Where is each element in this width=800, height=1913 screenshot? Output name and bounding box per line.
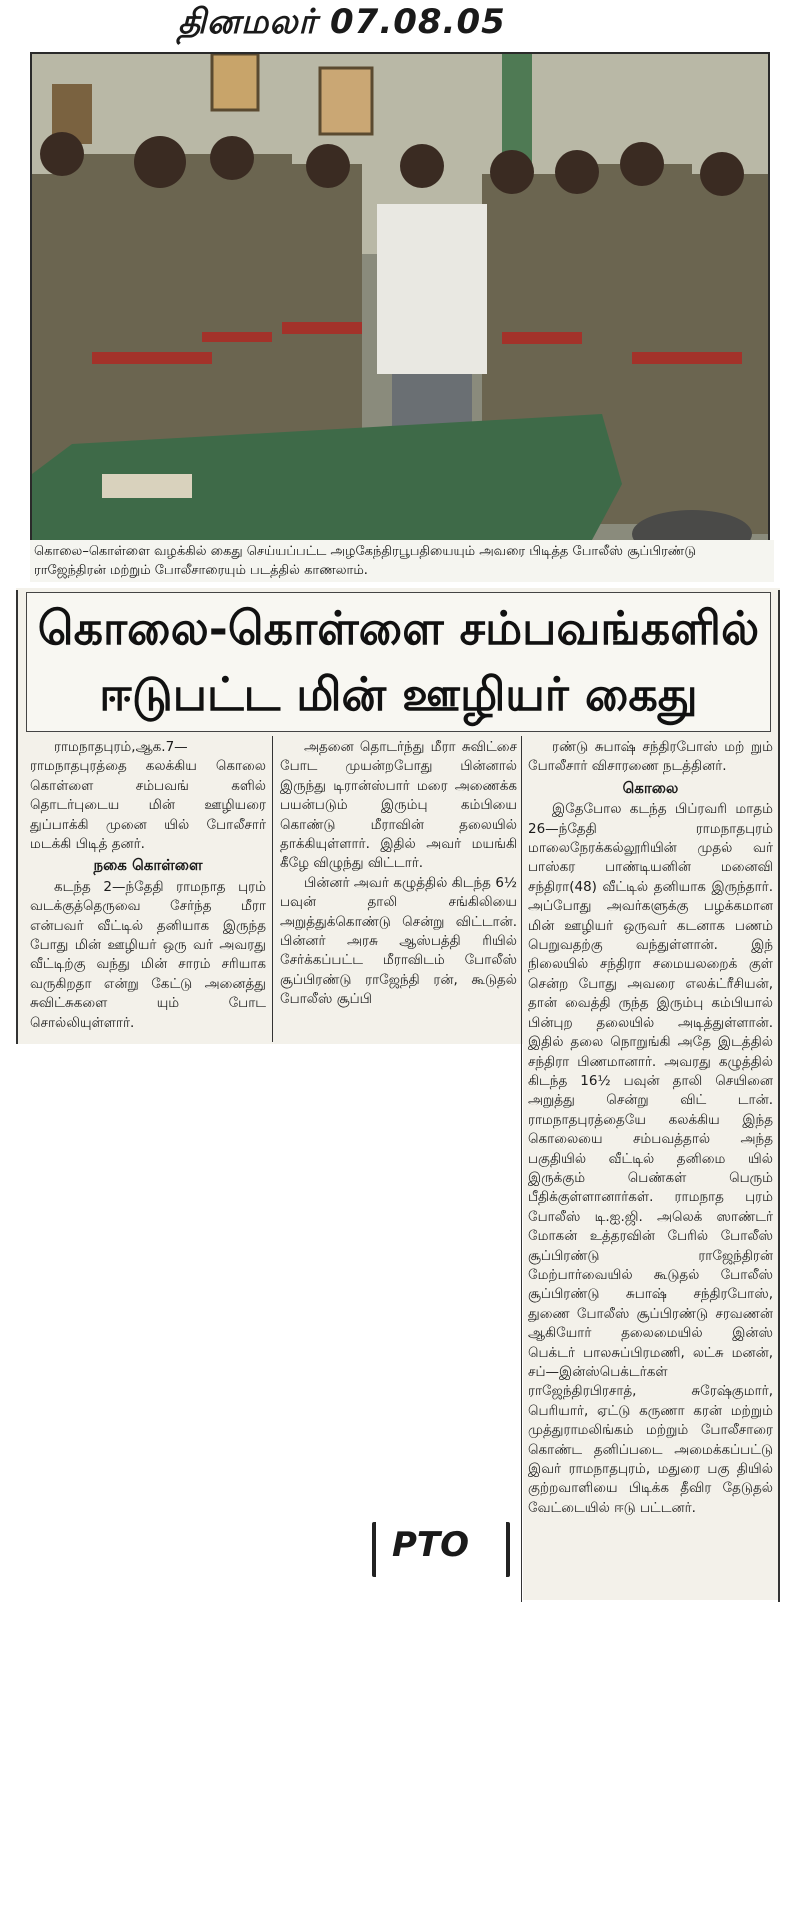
headline-line-1: கொலை-கொள்ளை சம்பவங்களில்	[37, 601, 760, 655]
article-column-3	[528, 738, 773, 1518]
handwritten-pto-note: PTO	[392, 1525, 470, 1565]
column-2-paragraph-1: அதனை தொடர்ந்து மீரா சுவிட்சை போட முயன்றபோது பின்னால் இருந்து டிரான்ஸ்பார் மரை அணைக்க பயன்படும் இரும்பு கம்பியை கொண்டு மீராவின் தலையில் தாக்கியுள்ளார். இதில் அவர் மயங்கி கீழே விழுந்து விட்டார்.	[280, 739, 517, 872]
column-rule-1	[272, 736, 273, 1042]
column-1-subheading: நகை கொள்ளை	[93, 856, 203, 875]
headline-box	[26, 592, 771, 732]
column-3-subheading: கொலை	[622, 778, 679, 797]
article-column-1	[30, 738, 266, 1033]
column-2-paragraph-2: பின்னர் அவர் கழுத்தில் கிடந்த 6½ பவுன் தாலி சங்கிலியை அறுத்துக்கொண்டு சென்று விட்டான். பின்னர் அரசு ஆஸ்பத்தி ரியில் சேர்க்கப்பட்ட மீராவிடம் போலீஸ் சூப்பிரண்டு ராஜேந்தி ரன், கூடுதல் போலீஸ் சூப்பி	[280, 874, 517, 1008]
article-column-2	[280, 738, 517, 1010]
news-photograph	[30, 52, 770, 542]
column-1-paragraph-1: ராமநாதபுரம்,ஆக.7— ராமநாதபுரத்தை கலக்கிய கொலை கொள்ளை சம்பவங் களில் தொடர்புடைய மின் ஊழியரை துப்பாக்கி முனை யில் போலீசார் மடக்கி பிடித் தனர்.	[30, 739, 266, 853]
column-rule-left	[16, 590, 18, 1044]
column-1-paragraph-2: கடந்த 2—ந்தேதி ராமநாத புரம் வடக்குத்தெருவை சேர்ந்த மீரா என்பவர் வீட்டில் தனியாக இருந்த போது மின் ஊழியர் ஒரு வர் அவரது வீட்டிற்கு வந்து மின் சாரம் சரியாக வருகிறதா என்று கேட்டு அனைத்து சுவிட்சுகளை யும் போட சொல்லியுள்ளார்.	[30, 878, 266, 1031]
police-group-photo-icon	[32, 54, 768, 540]
headline-line-2: ஈடுபட்ட மின் ஊழியர் கைது	[99, 667, 698, 721]
column-rule-2	[521, 736, 522, 1602]
photo-caption: கொலை–கொள்ளை வழக்கில் கைது செய்யப்பட்ட அழகேந்திரபூபதியையும் அவரை பிடித்த போலீஸ் சூப்பிரண்டு ராஜேந்திரன் மற்றும் போலீசாரையும் படத்தில் காணலாம்.	[30, 540, 774, 582]
column-3-paragraph-1: ரண்டு சுபாஷ் சந்திரபோஸ் மற் றும் போலீசார் விசாரணை நடத்தினர்.	[528, 739, 773, 775]
column-rule-right	[778, 590, 780, 1602]
column-3-paragraph-2: இதேபோல கடந்த பிப்ரவரி மாதம் 26—ந்தேதி ராமநாதபுரம் மாலைநேரக்கல்லூரியின் முதல் வர் பாஸ்கர பாண்டியனின் மனைவி சந்திரா(48) வீட்டில் தனியாக இருந்தார். அப்போது அவர்களுக்கு பழக்கமான மின் ஊழியர் ஒருவர் கடனாக பணம் பெறுவதற்கு வந்துள்ளான். இந் நிலையில் சந்திரா சமையலறைக் குள் சென்ற போது அவரை எலக்ட்ரீசியன், தான் வைத்தி ருந்த இரும்பு கம்பியால் பின்புற தலையில் அடித்துள்ளான். இதில் தலை நொறுங்கி அதே இடத்தில் சந்திரா பிணமானார். அவரது கழுத்தில் கிடந்த 16½ பவுன் தாலி செயினை அறுத்து சென்று விட் டான். ராமநாதபுரத்தையே கலக்கிய இந்த கொலையை சம்பவத்தால் அந்த பகுதியில் வீட்டில் தனிமை யில் இருக்கும் பெண்கள் பெரும் பீதிக்குள்ளானார்கள். ராமநாத புரம் போலீஸ் டி.ஐ.ஜி. அலெக் ஸாண்டர் மோகன் உத்தரவின் பேரில் போலீஸ் சூப்பிரண்டு ராஜேந்திரன் மேற்பார்வையில் கூடுதல் போலீஸ் சூப்பிரண்டு சுபாஷ் சந்திரபோஸ், துணை போலீஸ் சூப்பிரண்டு சரவணன் ஆகியோர் தலைமையில் இன்ஸ் பெக்டர் பாலசுப்பிரமணி, லட்சு மனன், சப்—இன்ஸ்பெக்டர்கள் ராஜேந்திரபிரசாத், சுரேஷ்குமார், பெரியார், ஏட்டு கருணா கரன் மற்றும் முத்துராமலிங்கம் மற்றும் போலீசாரை கொண்ட தனிப்படை அமைக்கப்பட்டு இவர் ராமநாதபுரம், மதுரை பகு தியில் குற்றவாளியை பிடிக்க தீவிர தேடுதல் வேட்டையில் ஈடு பட்டனர்.	[528, 801, 773, 1516]
handwritten-masthead-date: தினமலர் 07.08.05	[178, 2, 506, 42]
